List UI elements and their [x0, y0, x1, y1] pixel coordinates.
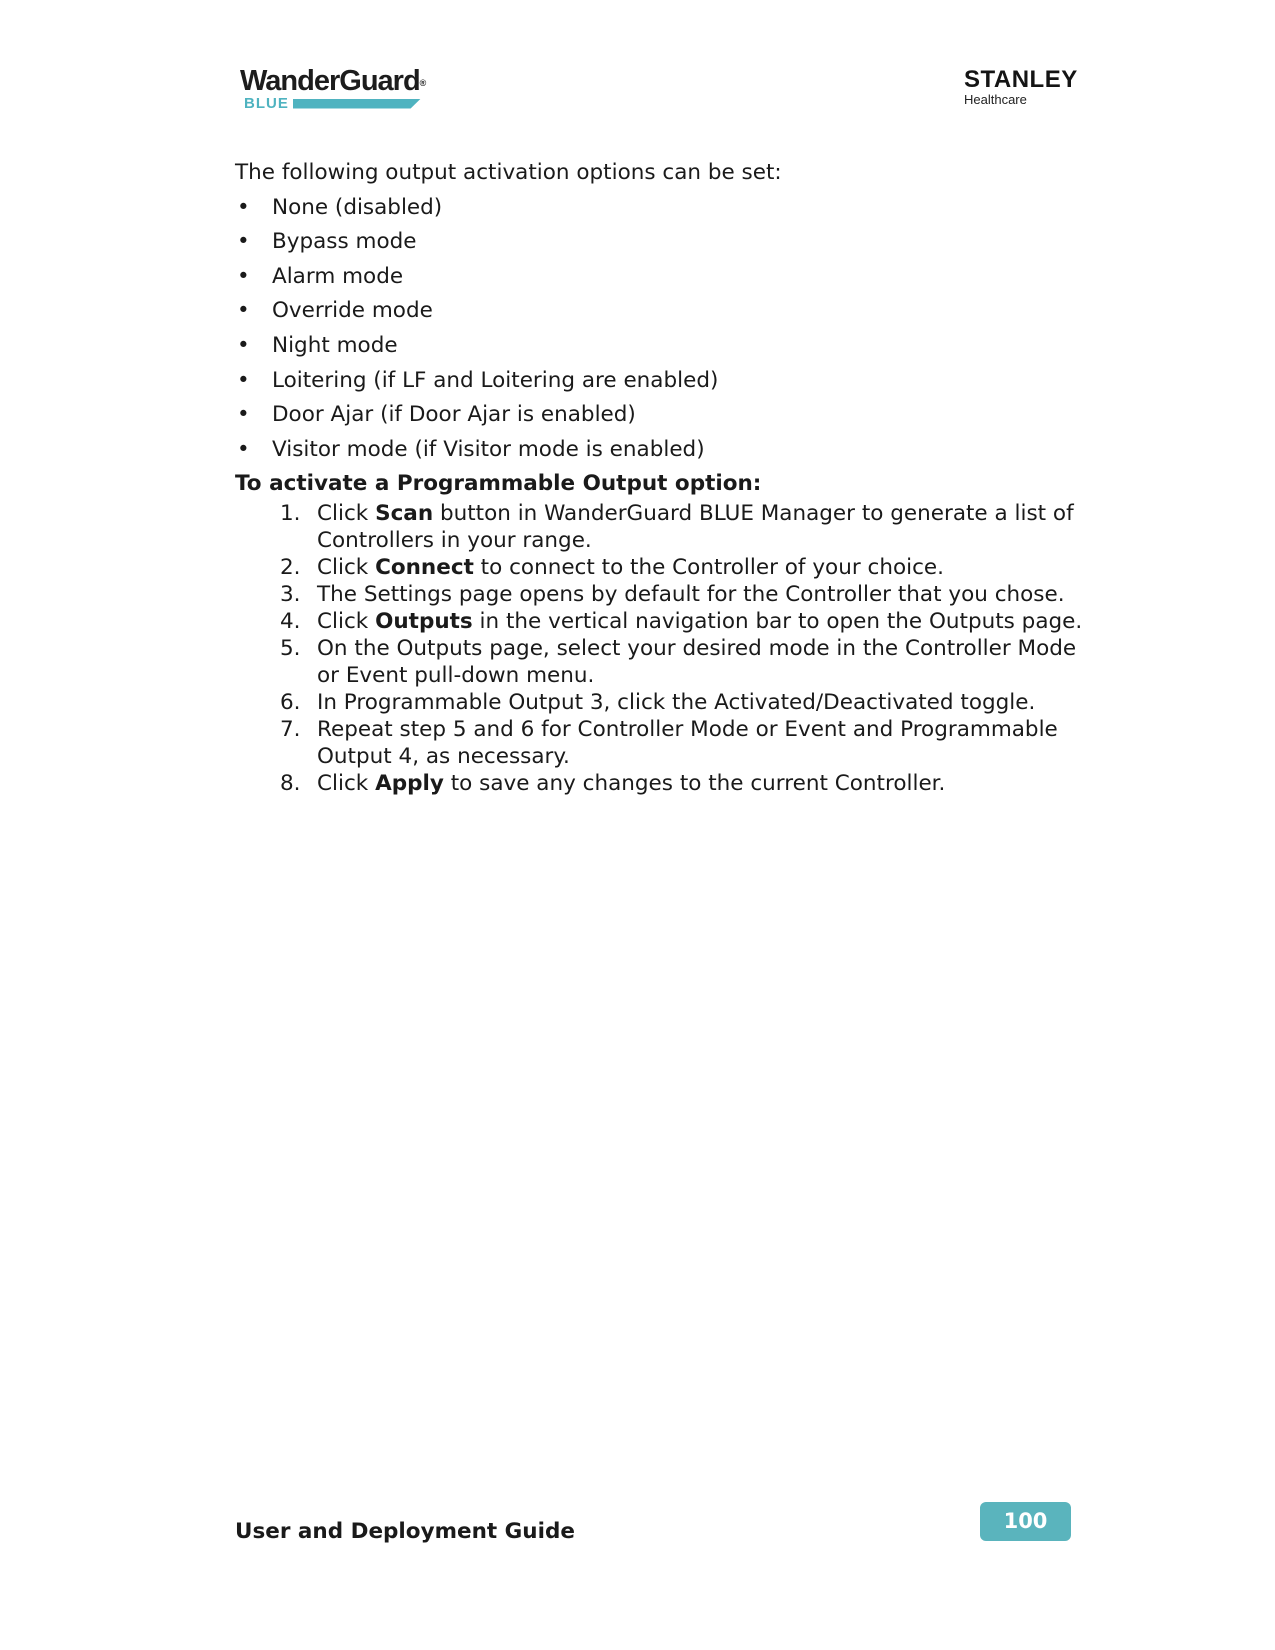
option-text: Bypass mode — [272, 229, 417, 255]
option-text: Loitering (if LF and Loitering are enabled) — [272, 367, 719, 393]
option-list-item — [235, 398, 1095, 433]
step-text-continued: in the vertical navigation bar to open the Outputs page. — [472, 609, 1083, 635]
healthcare-logo-text: Healthcare — [964, 92, 1027, 107]
step-item — [235, 635, 1095, 689]
step-text: On the Outputs page, select your desired mode in the Controller Mode or Event pull-down menu. — [317, 636, 1077, 689]
option-text: Override mode — [272, 298, 433, 324]
step-text: Click — [317, 555, 376, 581]
step-text: Click — [317, 771, 376, 797]
procedure-heading: To activate a Programmable Output option: — [235, 471, 762, 497]
step-item — [235, 581, 1095, 608]
logo-bar-graphic — [293, 99, 421, 109]
bullet-icon: • — [237, 332, 250, 358]
intro-paragraph: The following output activation options can be set: — [235, 160, 782, 185]
step-number: 6. — [280, 690, 301, 716]
stanley-healthcare-logo — [964, 68, 1078, 107]
step-number: 2. — [280, 555, 301, 581]
step-number: 1. — [280, 501, 301, 527]
option-list-item — [235, 260, 1095, 295]
page-content — [235, 156, 1095, 797]
option-list-item — [235, 294, 1095, 329]
option-list-item — [235, 191, 1095, 226]
option-text: None (disabled) — [272, 194, 443, 220]
option-list-item — [235, 329, 1095, 364]
bullet-icon: • — [237, 194, 250, 220]
step-text-continued: button in WanderGuard BLUE Manager to generate a list of Controllers in your range. — [317, 501, 1074, 554]
step-number: 5. — [280, 636, 301, 662]
step-text: Repeat step 5 and 6 for Controller Mode or Event and Programmable Output 4, as necessary. — [317, 717, 1058, 770]
wanderguard-logo-text: WanderGuard — [240, 65, 420, 97]
step-number: 3. — [280, 582, 301, 608]
page-number-badge: 100 — [980, 1502, 1071, 1541]
step-text-continued: to save any changes to the current Controller. — [443, 771, 946, 797]
option-list-item — [235, 364, 1095, 399]
step-number: 8. — [280, 771, 301, 797]
step-ui-term: Scan — [375, 501, 434, 527]
step-item — [235, 500, 1095, 554]
option-text: Alarm mode — [272, 263, 404, 289]
option-list-item — [235, 433, 1095, 468]
step-number: 4. — [280, 609, 301, 635]
step-item — [235, 554, 1095, 581]
wanderguard-blue-logo — [240, 66, 425, 111]
blue-logo-text: BLUE — [244, 95, 289, 112]
options-list — [235, 191, 1095, 468]
steps-list — [235, 500, 1095, 797]
bullet-icon: • — [237, 298, 250, 324]
step-item — [235, 608, 1095, 635]
step-number: 7. — [280, 717, 301, 743]
step-item — [235, 770, 1095, 797]
step-text-continued: to connect to the Controller of your choice. — [473, 555, 944, 581]
option-list-item — [235, 225, 1095, 260]
bullet-icon: • — [237, 229, 250, 255]
step-item — [235, 689, 1095, 716]
bullet-icon: • — [237, 402, 250, 428]
step-text: The Settings page opens by default for the Controller that you chose. — [317, 582, 1065, 608]
bullet-icon: • — [237, 436, 250, 462]
option-text: Door Ajar (if Door Ajar is enabled) — [272, 402, 636, 428]
stanley-logo-text: STANLEY — [964, 66, 1078, 93]
footer-guide-title: User and Deployment Guide — [235, 1519, 575, 1544]
step-text: Click — [317, 501, 376, 527]
step-item — [235, 716, 1095, 770]
step-ui-term: Outputs — [375, 609, 473, 635]
bullet-icon: • — [237, 367, 250, 393]
step-ui-term: Connect — [375, 555, 474, 581]
bullet-icon: • — [237, 263, 250, 289]
step-text: Click — [317, 609, 376, 635]
option-text: Night mode — [272, 332, 398, 358]
option-text: Visitor mode (if Visitor mode is enabled) — [272, 436, 705, 462]
step-text: In Programmable Output 3, click the Activated/Deactivated toggle. — [317, 690, 1036, 716]
registered-mark: ® — [419, 78, 426, 88]
step-ui-term: Apply — [375, 771, 444, 797]
